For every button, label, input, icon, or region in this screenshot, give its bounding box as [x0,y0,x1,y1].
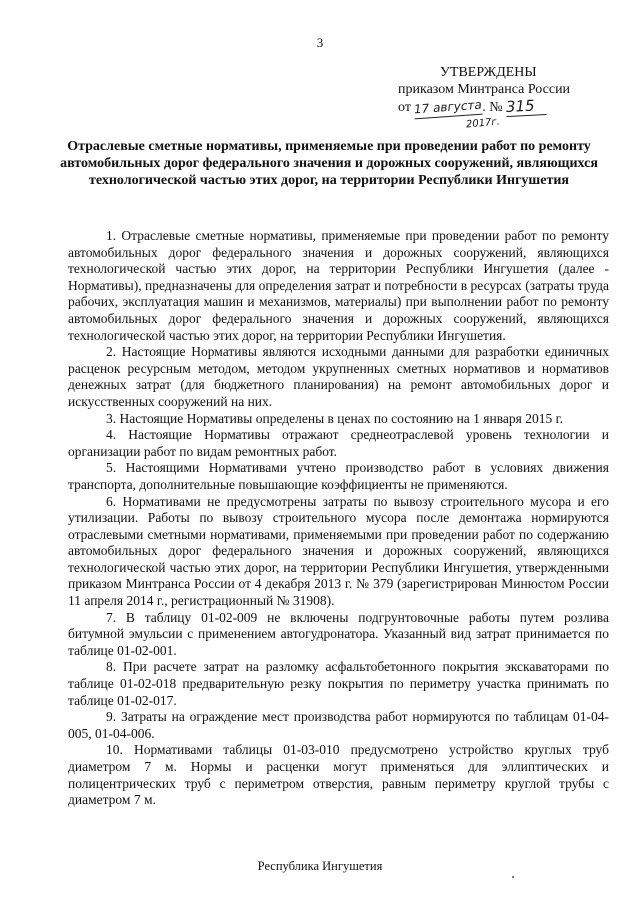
approval-heading: УТВЕРЖДЕНЫ [440,65,537,80]
paragraph-4: 4. Настоящие Нормативы отражают среднеотраслевой уровень технологии и организации работ по видам ремонтных работ. [68,427,609,459]
document-body [68,228,609,809]
paragraph-5: 5. Настоящими Нормативами учтено производство работ в условиях движения транспорта, дополнительные повышающие коэффициенты не применяются. [68,460,609,492]
paragraph-8: 8. При расчете затрат на разломку асфальтобетонного покрытия экскаваторами по таблице 01-02-018 предварительную резку покрытия по периметру участка принимать по таблице 01-02-017. [68,659,609,708]
handwritten-number: 315 [506,97,547,117]
paragraph-6: 6. Нормативами не предусмотрены затраты по вывозу строительного мусора и его утилизации. Работы по вывозу строительного мусора после демонтажа нормируются отраслевыми сметными нормативами, применяемыми при проведении работ по содержанию автомобильных дорог федерального значения и дорожных сооружений, являющихся технологической частью этих дорог, на территории Республики Ингушетия, утвержденными приказом Минтранса России от 4 декабря 2013 г. № 379 (зарегистрирован Минюстом России 11 апреля 2014 г., регистрационный № 31908). [68,493,609,609]
approval-order-line: приказом Минтранса России [398,82,571,97]
approval-block [398,64,598,131]
paragraph-9: 9. Затраты на ограждение мест производства работ нормируются по таблицам 01-04-005, 01-04-006. [68,709,609,741]
date-prefix: от [398,100,411,115]
paragraph-10: 10. Нормативами таблицы 01-03-010 предусмотрено устройство круглых труб диаметром 7 м. Нормы и расценки могут применяться для эллиптических и полицентрических труб с периметром отверстия, равным периметру круглой трубы с диаметром 7 м. [68,742,609,808]
page-number: 3 [316,35,324,50]
scan-dot [512,876,514,878]
handwritten-year: 2017г. [465,116,501,131]
paragraph-1: 1. Отраслевые сметные нормативы, применяемые при проведении работ по ремонту автомобильных дорог федерального значения и дорожных сооружений, являющихся технологической частью этих дорог, на территории Республики Ингушетия (далее - Нормативы), предназначены для определения затрат и потребности в ресурсах (затраты труда рабочих, эксплуатация машин и механизмов, материалы) при выполнении работ по ремонту автомобильных дорог федерального значения и дорожных сооружений, являющихся технологической частью этих дорог, на территории Республики Ингушетия. [68,228,609,343]
number-prefix: . № [482,100,503,115]
paragraph-3: 3. Настоящие Нормативы определены в ценах по состоянию на 1 января 2015 г. [106,410,564,426]
paragraph-2: 2. Настоящие Нормативы являются исходными данными для разработки единичных расценок ресурсным методом, методом укрупненных сметных нормативов и нормативов денежных затрат (для бюджетного планирования) на ремонт автомобильных дорог и искусственных сооружений на них. [68,344,609,409]
handwritten-date: 17 августа [414,97,483,120]
document-title: Отраслевые сметные нормативы, применяемые при проведении работ по ремонту автомобильных дорог федерального значения и дорожных сооружений, являющихся технологической частью этих дорог, на территории Республики Ингушетия [60,139,598,188]
paragraph-7: 7. В таблицу 01-02-009 не включены подгрунтовочные работы путем розлива битумной эмульсии с применением автогудронатора. Указанный вид затрат принимается по таблице 01-02-001. [68,609,609,658]
page-footer: Республика Ингушетия [257,859,383,873]
